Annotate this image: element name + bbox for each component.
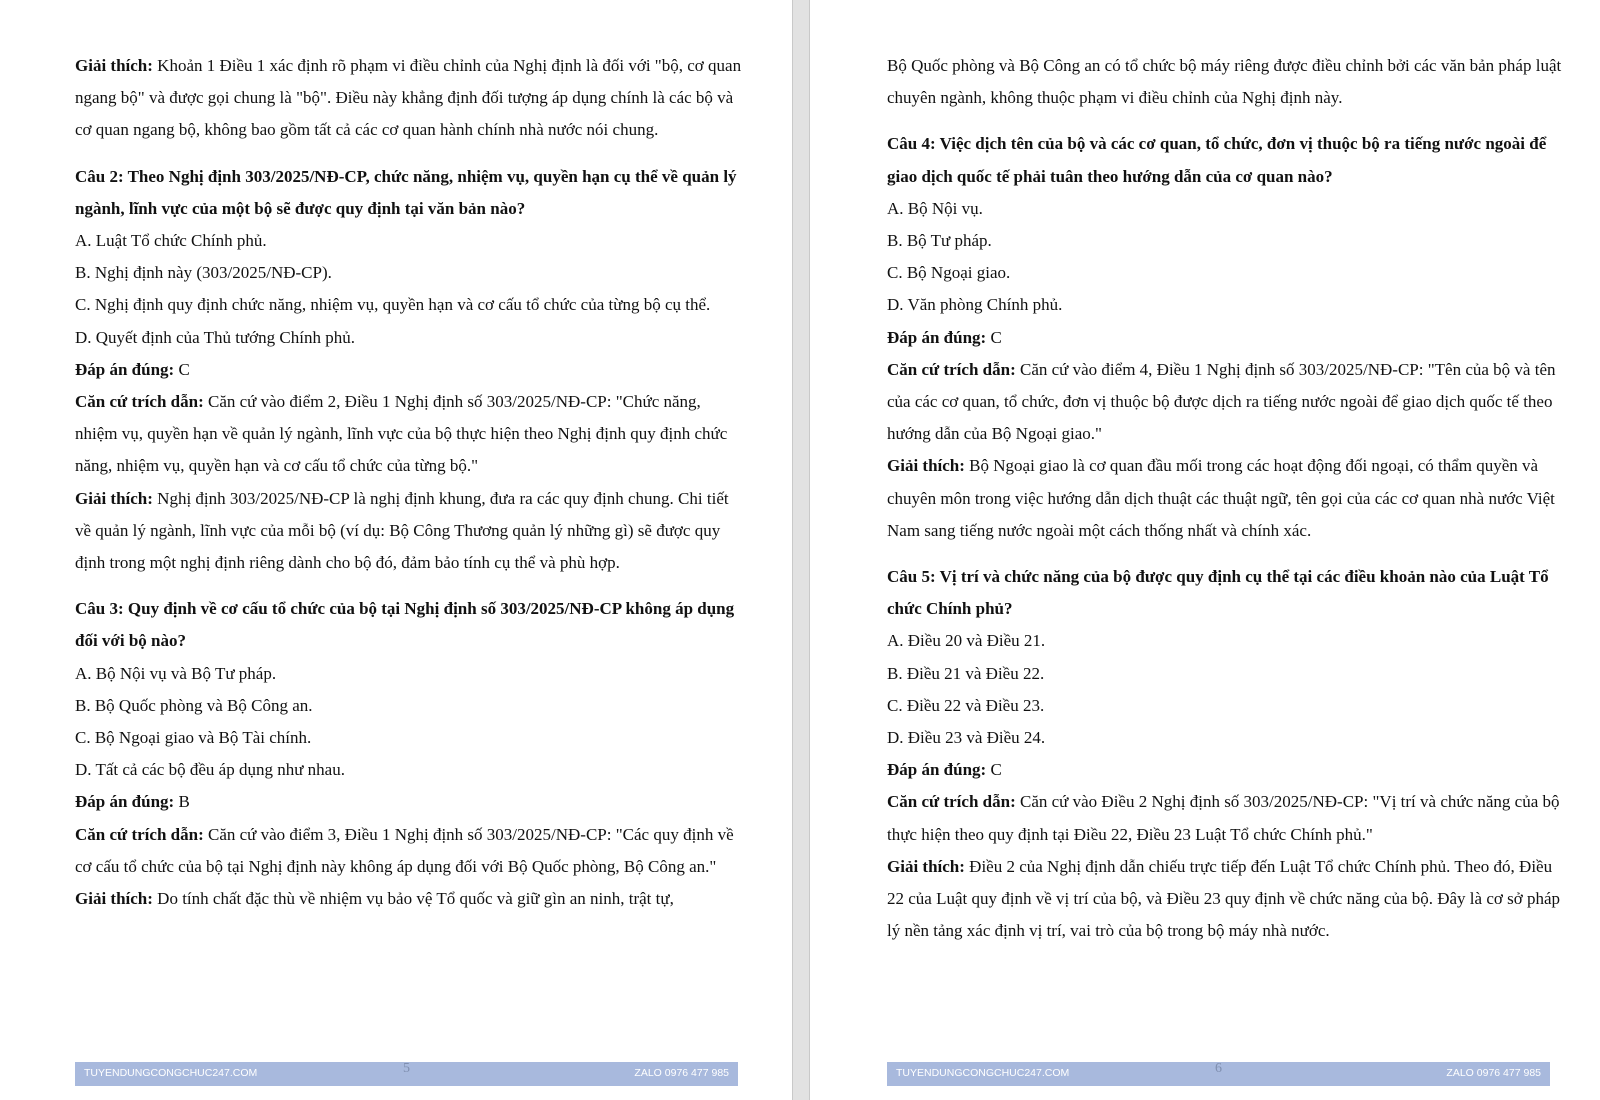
option-d: D. Điều 23 và Điều 24. [887,728,1046,748]
label-explanation: Giải thích: [75,56,153,75]
paragraph-answer [887,754,1567,786]
explanation-text: Điều 2 của Nghị định dẫn chiếu trực tiếp đến Luật Tổ chức Chính phủ. Theo đó, Điều 22 của Luật quy định về vị trí của bộ, và Điều 23 quy định về chức năng của bộ. Đây là cơ sở pháp lý nền tảng xác định vị trí, vai trò của bộ trong bộ máy nhà nước. [887,856,1561,941]
label-explanation: Giải thích: [75,488,153,508]
label-citation: Căn cứ trích dẫn: [887,792,1016,812]
label-citation: Căn cứ trích dẫn: [887,359,1016,379]
question-3: Câu 3: Quy định về cơ cấu tổ chức của bộ tại Nghị định số 303/2025/NĐ-CP không áp dụng đối với bộ nào? [75,599,735,651]
page-content [887,50,1567,947]
paragraph-explanation [75,50,745,147]
answer-text: C [986,327,1002,347]
option-b: B. Điều 21 và Điều 22. [887,663,1045,683]
paragraph-citation [75,386,745,483]
explanation-text: Khoản 1 Điều 1 xác định rõ phạm vi điều chỉnh của Nghị định là đối với "bộ, cơ quan ngang bộ" và được gọi chung là "bộ". Điều này khẳng định đối tượng áp dụng chính là các bộ và cơ quan ngang bộ, không bao gồm tất cả các cơ quan hành chính nhà nước nói chung. [75,56,742,140]
option-d: D. Văn phòng Chính phủ. [887,295,1063,315]
answer-text: C [986,760,1002,780]
page-footer [75,1062,738,1086]
page-gutter [792,0,810,1100]
paragraph-citation [887,786,1567,850]
label-explanation: Giải thích: [75,889,153,909]
label-citation: Căn cứ trích dẫn: [75,824,204,844]
paragraph-citation [75,819,745,883]
option-b: B. Nghị định này (303/2025/NĐ-CP). [75,263,332,283]
question-2: Câu 2: Theo Nghị định 303/2025/NĐ-CP, chức năng, nhiệm vụ, quyền hạn cụ thể về quản lý ngành, lĩnh vực của một bộ sẽ được quy định tại văn bản nào? [75,166,737,218]
paragraph-explanation [887,851,1567,948]
label-answer: Đáp án đúng: [887,760,987,780]
option-b: B. Bộ Tư pháp. [887,231,992,251]
label-citation: Căn cứ trích dẫn: [75,392,204,412]
page-6 [810,0,1600,1100]
option-c: C. Điều 22 và Điều 23. [887,695,1045,715]
citation-text: Căn cứ vào điểm 4, Điều 1 Nghị định số 303/2025/NĐ-CP: "Tên của bộ và tên của các cơ quan, tổ chức, đơn vị thuộc bộ được dịch ra tiếng nước ngoài để giao dịch quốc tế theo hướng dẫn của Bộ Ngoại giao." [887,359,1556,444]
citation-text: Căn cứ vào Điều 2 Nghị định số 303/2025/NĐ-CP: "Vị trí và chức năng của bộ thực hiện theo quy định tại Điều 22, Điều 23 Luật Tổ chức Chính phủ." [887,792,1560,844]
option-d: D. Tất cả các bộ đều áp dụng như nhau. [75,760,345,780]
footer-website: TUYENDUNGCONGCHUC247.COM [84,1067,258,1079]
paragraph-answer [75,786,745,818]
option-b: B. Bộ Quốc phòng và Bộ Công an. [75,695,313,715]
paragraph-answer [887,322,1567,354]
explanation-text: Do tính chất đặc thù về nhiệm vụ bảo vệ Tổ quốc và giữ gìn an ninh, trật tự, [152,889,674,909]
label-answer: Đáp án đúng: [75,792,175,812]
paragraph-continuation: Bộ Quốc phòng và Bộ Công an có tổ chức bộ máy riêng được điều chỉnh bởi các văn bản pháp luật chuyên ngành, không thuộc phạm vi điều chỉnh của Nghị định này. [887,56,1562,108]
paragraph-answer [75,354,745,386]
explanation-text: Bộ Ngoại giao là cơ quan đầu mối trong các hoạt động đối ngoại, có thẩm quyền và chuyên môn trong việc hướng dẫn dịch thuật các thuật ngữ, tên gọi của các cơ quan nhà nước Việt Nam sang tiếng nước ngoài một cách thống nhất và chính xác. [887,456,1555,540]
question-4: Câu 4: Việc dịch tên của bộ và các cơ quan, tổ chức, đơn vị thuộc bộ ra tiếng nước ngoài để giao dịch quốc tế phải tuân theo hướng dẫn của cơ quan nào? [887,134,1547,186]
option-c: C. Nghị định quy định chức năng, nhiệm vụ, quyền hạn và cơ cấu tổ chức của từng bộ cụ thể. [75,295,711,315]
footer-zalo: ZALO 0976 477 985 [1446,1067,1541,1079]
paragraph-explanation [75,883,745,915]
page-number: 5 [403,1061,410,1076]
answer-text: B [174,792,190,812]
footer-website: TUYENDUNGCONGCHUC247.COM [896,1067,1070,1079]
citation-text: Căn cứ vào điểm 2, Điều 1 Nghị định số 303/2025/NĐ-CP: "Chức năng, nhiệm vụ, quyền hạn về quản lý ngành, lĩnh vực của bộ thực hiện theo Nghị định quy định chức năng, nhiệm vụ, quyền hạn và cơ cấu tổ chức của từng bộ." [75,392,728,476]
label-explanation: Giải thích: [887,456,965,476]
option-a: A. Bộ Nội vụ và Bộ Tư pháp. [75,663,277,683]
option-d: D. Quyết định của Thủ tướng Chính phủ. [75,327,355,347]
option-a: A. Luật Tổ chức Chính phủ. [75,231,267,251]
footer-zalo: ZALO 0976 477 985 [634,1067,729,1079]
option-c: C. Bộ Ngoại giao. [887,263,1011,283]
question-5: Câu 5: Vị trí và chức năng của bộ được quy định cụ thể tại các điều khoản nào của Luật Tổ chức Chính phủ? [887,567,1549,619]
option-a: A. Bộ Nội vụ. [887,198,983,218]
page-5 [0,0,792,1100]
paragraph-citation [887,354,1567,451]
label-answer: Đáp án đúng: [887,327,987,347]
page-number: 6 [1215,1061,1222,1076]
label-answer: Đáp án đúng: [75,359,175,379]
option-c: C. Bộ Ngoại giao và Bộ Tài chính. [75,728,312,748]
page-footer [887,1062,1550,1086]
explanation-text: Nghị định 303/2025/NĐ-CP là nghị định khung, đưa ra các quy định chung. Chi tiết về quản lý ngành, lĩnh vực của mỗi bộ (ví dụ: Bộ Công Thương quản lý những gì) sẽ được quy định trong một nghị định riêng dành cho bộ đó, đảm bảo tính cụ thể và phù hợp. [75,488,729,573]
paragraph-explanation [887,450,1567,547]
label-explanation: Giải thích: [887,856,965,876]
page-content [75,50,745,915]
answer-text: C [174,359,190,379]
citation-text: Căn cứ vào điểm 3, Điều 1 Nghị định số 303/2025/NĐ-CP: "Các quy định về cơ cấu tổ chức của bộ tại Nghị định này không áp dụng đối với Bộ Quốc phòng, Bộ Công an." [75,824,734,876]
option-a: A. Điều 20 và Điều 21. [887,631,1046,651]
paragraph-explanation [75,483,745,580]
